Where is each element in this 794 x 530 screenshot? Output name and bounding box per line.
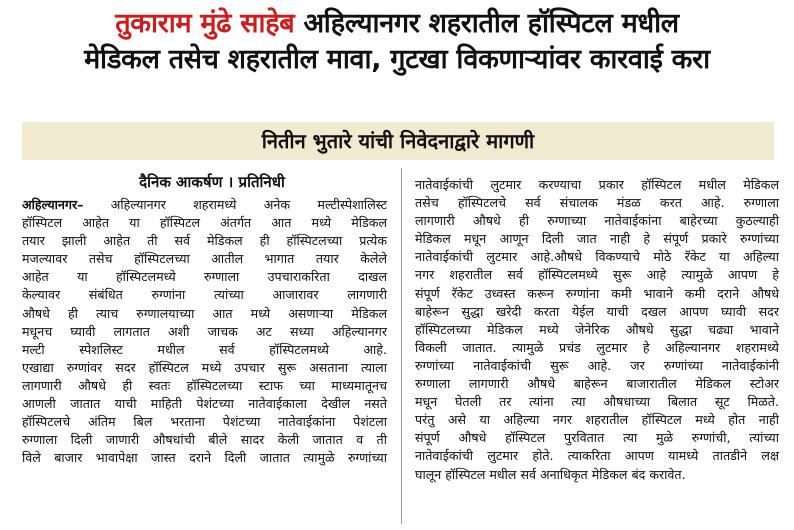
article-right-column <box>415 176 779 484</box>
subheadline-band <box>22 122 774 160</box>
article-line: मल्टी स्पेशलिस्ट मधील सर्व हॉस्पिटलमध्ये आहे. <box>22 341 387 357</box>
article-line: मजल्यावर तसेच हॉस्पिटलच्या आतील भागात तयार केलेले <box>22 251 387 267</box>
article-line: हॉस्पिटलचे अंतिम बिल भरताना पेशंटच्या नातेवाईकांना पेशंटला <box>22 414 387 430</box>
article-line: तयार झाली आहेत ती सर्व मेडिकल ही हॉस्पिटलच्या प्रत्येक <box>22 233 387 249</box>
article-line: मेडिकल मधून आणून दिली जात नाही हे संपूर्ण प्रकारे रुग्णांच्या <box>415 231 779 247</box>
article-line: रुग्णाला दिली जाणारी औषधांची बीले सादर केली जातात व ती <box>22 432 387 448</box>
article-line: अहिल्यानगर– अहिल्यानगर शहरामध्ये अनेक मल्टीस्पेशालिस्ट <box>22 197 387 212</box>
article-line: लागणारी औषधे ही रुग्णाच्या नातेवाईकांना बाहेरच्या कुठल्याही <box>415 213 779 229</box>
article-line: विकली जातात. त्यामुळे प्रचंड लुटमार हे अहिल्यानगर शहरामध्ये <box>415 339 779 355</box>
article-line: हॉस्पिटलच्या मेडिकल मध्ये जेनेरिक औषधे सुद्धा चढ्या भावाने <box>415 321 779 337</box>
article-line: मधूनच घ्यावी लागतात अशी जाचक अट सध्या अहिल्यानगर <box>22 323 387 339</box>
article-line: एखाद्या रुग्णांवर सदर हॉस्पिटल मध्ये उपचार सुरू असताना त्याला <box>22 359 387 375</box>
article-line: आणली जातात याची माहिती पेशंटच्या नातेवाईकाला देखील नसते <box>22 396 387 412</box>
article-line: मधून घेतली तर त्यांना त्या औषधाच्या बिलात सूट मिळते. <box>415 394 779 410</box>
article-line: नातेवाईकांची लुटमार आहे.औषधे विकण्याचे मोठे रॅकेट या अहिल्या <box>415 249 779 265</box>
article-line: नातेवाईकांची लुटमार होते. त्याकरिता आपण यामध्ये तातडीने लक्ष <box>415 448 779 464</box>
headline-line-1 <box>0 6 794 42</box>
headline-line-1-text: अहिल्यानगर शहरातील हॉस्पिटल मधील <box>303 8 679 39</box>
article-line: आहेत या हॉस्पिटलमध्ये रुग्णाला उपचाराकरिता दाखल <box>22 269 387 285</box>
headline-highlight-name: तुकाराम मुंढे साहेब <box>115 8 295 39</box>
article-line: संपूर्ण रॅकेट उध्वस्त करून रुग्णांना कमी भावाने कमी दराने औषधे <box>415 285 779 301</box>
subheadline: नितीन भुतारे यांची निवेदनाद्वारे मागणी <box>261 129 535 153</box>
article-line: परंतु असे या अहिल्या नगर शहरातील हॉस्पिटल मध्ये होत नाही <box>415 412 779 428</box>
article-line: रुग्णांच्या नातेवाईकांची सुरू आहे. जर रुग्णांच्या नातेवाईकांनी <box>415 357 779 373</box>
article-line: नातेवाईकांची लुटमार करण्याचा प्रकार हॉस्पिटल मधील मेडिकल <box>415 177 779 192</box>
byline: दैनिक आकर्षण । प्रतिनिधी <box>139 173 285 191</box>
article-line: बाहेरून सुद्धा खरेदी करता येईल याची दखल आपण घ्यावी सदर <box>415 303 779 319</box>
article-line: हॉस्पिटल आहेत या हॉस्पिटल अंतर्गत आत मध्ये मेडिकल <box>22 215 387 231</box>
article-line: नगर शहरातील सर्व हॉस्पिटलमध्ये सुरू आहे त्यामुळे आपण हे <box>415 267 779 283</box>
article-line: लागणारी औषधे ही स्वतः हॉस्पिटलच्या स्टाफ च्या माध्यमातूनच <box>22 377 387 393</box>
article-line: औषधे ही त्याच रुग्णालयाच्या आत मध्ये असणाऱ्या मेडिकल <box>22 305 387 321</box>
dateline: अहिल्यानगर– <box>22 197 84 212</box>
article-line: तसेच हॉस्पिटलचे सर्व संचालक मंडळ करत आहे. रुग्णाला <box>415 195 779 211</box>
headline <box>0 6 794 78</box>
article-line: घालून हॉस्पिटल मधील सर्व अनाधिकृत मेडिकल बंद करावेत. <box>415 466 686 482</box>
column-divider <box>401 168 402 524</box>
article-line: विले बाजार भावापेक्षा जास्त दराने दिली जातात त्यामुळे रुग्णांच्या <box>22 450 387 466</box>
article-left-column <box>22 196 387 467</box>
article-line: रुग्णाला लागणारी औषधे बाहेरून बाजारातील मेडिकल स्टोअर <box>415 376 779 392</box>
article-line: संपूर्ण औषधे हॉस्पिटल पुरवितात त्या मुळे रुग्णांची, त्यांच्या <box>415 430 779 446</box>
article-line: केल्यावर संबंधित रुग्णांना त्यांच्या आजारावर लागणारी <box>22 287 387 303</box>
headline-line-2: मेडिकल तसेच शहरातील मावा, गुटखा विकणाऱ्यांवर कारवाई करा <box>84 44 710 75</box>
